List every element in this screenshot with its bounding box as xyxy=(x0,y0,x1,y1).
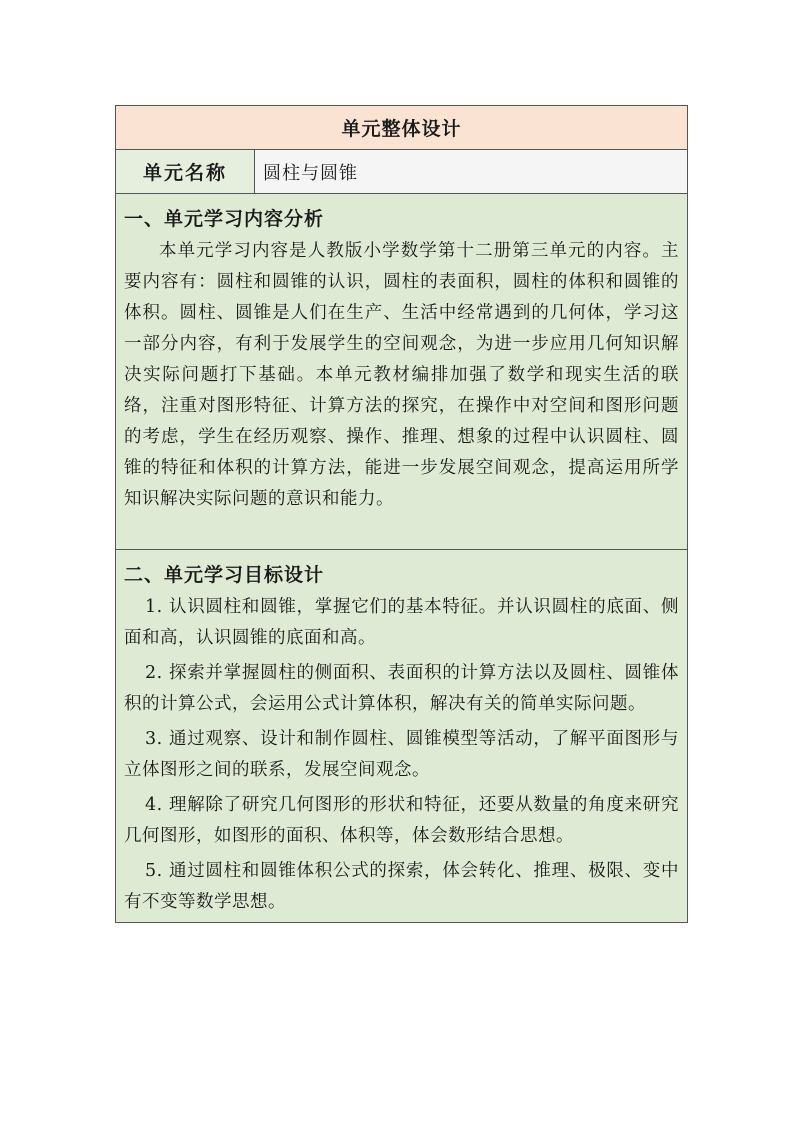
learning-goals-heading: 二、单元学习目标设计 xyxy=(124,564,325,586)
unit-name-value: 圆柱与圆锥 xyxy=(255,150,687,193)
goal-item-4: 4. 理解除了研究几何图形的形状和特征，还要从数量的角度来研究几何图形，如图形的面积、体积等，体会数形结合思想。 xyxy=(124,795,679,846)
content-analysis-heading: 一、单元学习内容分析 xyxy=(124,208,325,230)
goal-item-3: 3. 通过观察、设计和制作圆柱、圆锥模型等活动，了解平面图形与立体图形之间的联系，发展空间观念。 xyxy=(124,729,679,780)
learning-goals-section xyxy=(116,550,687,922)
content-analysis-section xyxy=(116,194,687,550)
unit-name-row xyxy=(116,150,687,194)
table-title: 单元整体设计 xyxy=(116,106,687,150)
unit-name-label: 单元名称 xyxy=(116,150,255,193)
goal-item-5: 5. 通过圆柱和圆锥体积公式的探索，体会转化、推理、极限、变中有不变等数学思想。 xyxy=(124,861,679,912)
unit-design-table xyxy=(115,105,688,923)
content-analysis-paragraph: 本单元学习内容是人教版小学数学第十二册第三单元的内容。主要内容有：圆柱和圆锥的认识，圆柱的表面积，圆柱的体积和圆锥的体积。圆柱、圆锥是人们在生产、生活中经常遇到的几何体，学习这一部分内容，有利于发展学生的空间观念，为进一步应用几何知识解决实际问题打下基础。本单元教材编排加强了数学和现实生活的联络，注重对图形特征、计算方法的探究，在操作中对空间和图形问题的考虑，学生在经历观察、操作、推理、想象的过程中认识圆柱、圆锥的特征和体积的计算方法，能进一步发展空间观念，提高运用所学知识解决实际问题的意识和能力。 xyxy=(124,241,679,509)
goal-item-1: 1. 认识圆柱和圆锥，掌握它们的基本特征。并认识圆柱的底面、侧面和高，认识圆锥的底面和高。 xyxy=(124,597,679,648)
goal-item-2: 2. 探索并掌握圆柱的侧面积、表面积的计算方法以及圆柱、圆锥体积的计算公式，会运用公式计算体积，解决有关的简单实际问题。 xyxy=(124,663,679,714)
learning-goals-list xyxy=(124,592,679,918)
